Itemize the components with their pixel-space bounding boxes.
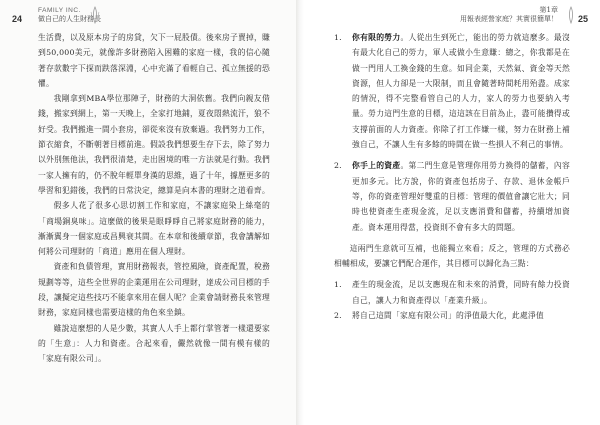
- book-ornament-icon: [86, 6, 104, 24]
- book-ornament-icon: [562, 6, 580, 24]
- right-page: [304, 0, 600, 425]
- left-header-english: FAMILY INC.: [38, 7, 81, 14]
- sub-list-item: [334, 308, 570, 323]
- left-page: [0, 0, 296, 425]
- right-header-chapter: 第1章: [539, 6, 558, 14]
- left-page-number: 24: [12, 14, 23, 24]
- list-item: [334, 30, 570, 152]
- right-running-header: [460, 6, 558, 24]
- sub-list-number: 2.: [334, 311, 342, 321]
- right-page-number: 25: [577, 14, 588, 24]
- paragraph: 雖說這麼想的人是少數，其實人人手上都行掌管著一樣還要家的「生意」：人力和資產。合起來看，儼然就像一間有模有樣的「家庭有限公司」。: [38, 323, 270, 364]
- paragraph: 我剛拿到MBA學位那陣子，財務的大洞依舊。我們向親友借錢，搬家到網上，第一天晚上，全家打地鋪，夏夜悶熱流汗，狼不好受。我們搬進一間小套房，卻從來沒有放棄過。我們努力工作，節衣縮食，不斷朝著目標前進。假設我們想要生存下去，除了努力以外別無他法，我們很清楚，走出困境的唯一方法就是行動。我們一家人擁有的，仍不脫年輕單身漢的思維，過了十年，據歷更多的學習和犯錯後，我們的日常決定，總算是向本書的理財之道看齊。: [38, 94, 270, 195]
- paragraph: 資產和負債管理，實用財務報表，管控風險，資產配置，稅務規劃等等，這些全世界的企業運用在公司理財，達成公司目標的手段，讓擬定這些技巧不能拿來用在個人呢？企業會請財務長來管理財務，家庭同樣也需要這樣的角色來坐鎮。: [38, 262, 270, 318]
- sub-list-text: 將自己這間「家庭有限公司」的淨值最大化，此處淨值: [352, 311, 544, 321]
- paragraph: 這兩門生意就可互補，也能獨立來看；反之，管理的方式務必相輔相成，要讓它們配合運作，其目標可以歸化為三點：: [334, 243, 570, 269]
- list-item-text: 。第二門生意是管理你用勞力換得的儲蓄，內容更加多元。比方說，你的資產包括房子、存款、退休金帳戶等，你的資產管理好雙重的目標：管理的價值會讓它壯大；同時也使資產生產現金流，足以支應消費和儲蓄，持續增加資產。資本運用得當，投資則不會有多大的問題。: [352, 161, 570, 232]
- list-item-title: 你有限的勞力: [352, 33, 401, 42]
- sub-list-text: 產生的現金流，足以支應現在和未來的消費，同時有餘力投資自己，讓人力和資產得以「產業升級」。: [352, 280, 570, 305]
- sub-list-number: 1.: [334, 280, 342, 290]
- left-body-text: [38, 30, 270, 367]
- sub-list-item: [334, 277, 570, 308]
- left-header-chinese: 做自己的人生財務長: [38, 15, 101, 23]
- list-item: [334, 158, 570, 234]
- paragraph: 假多人花了很多心思切割工作和家庭，不讓家庭染上絲毫的「商場銅臭味」。這麼做的後果是眼睜睜自己將家庭財務的能力，漸漸翼身一個家庭或昌興衰其間。在本章和後續章節，我會講解如何將公司理財的「商道」應用在個人理財。: [38, 201, 270, 257]
- list-item-number: 2.: [334, 161, 342, 171]
- list-item-number: 1.: [334, 33, 342, 42]
- book-gutter: [296, 0, 304, 425]
- list-item-title: 你手上的資產: [352, 161, 401, 171]
- right-header-title: 用報表經營家庭？其實很簡單！: [460, 15, 558, 23]
- list-item-text: 。人從出生到死亡，能出的勞力就這麼多。最沒有最大化自己的勞力，軍人或做小生意賺：總之，你我都是在做一門用人工換金錢的生意。如同企業，天然氣、資金等天然資源，但人力卻是一大限制，而且會隨著時間耗用殆盡。成家的情況，得不完整看管自己的人力，家人的勞力也要納入考量。勞力這門生意的目標，這這該在目前為止，盡可能攢得或支撐前面的人力資產。你除了打工作嫌一樣，努力在財務上補強自己，不讓人生有多餘的時間在做一些損人不利己的事情。: [352, 33, 570, 150]
- right-body-text: [334, 30, 570, 323]
- paragraph: 生活費，以及原本房子的房貸，欠下一屁股債。後來房子賣掉，賺到50,000美元，就像許多財務陷入困難的家庭一樣，我的信心隨著存款數字下探而跌落深淵，心中充滿了看輕自己、孤立無援的恐懼。: [38, 33, 270, 88]
